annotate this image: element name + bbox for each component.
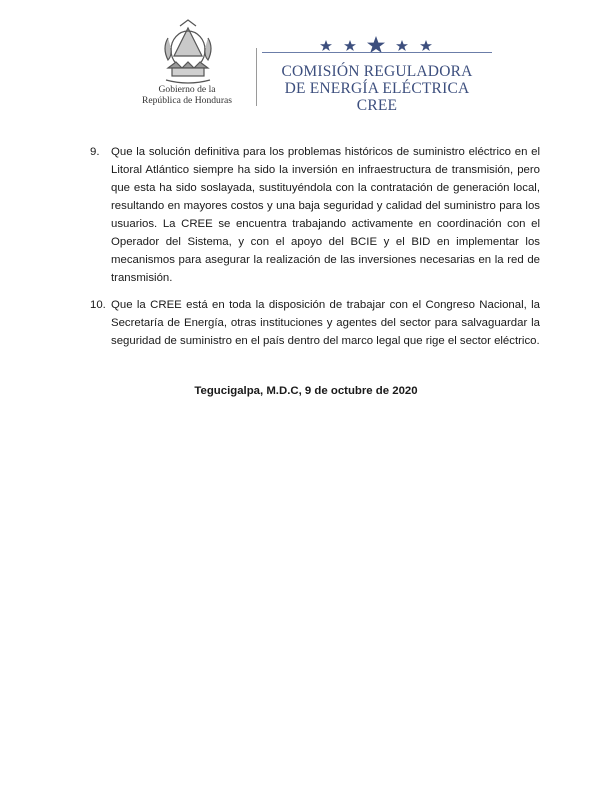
letterhead <box>0 0 612 120</box>
star-icon <box>344 40 356 51</box>
header-rule <box>262 52 492 53</box>
list-item <box>90 296 540 350</box>
star-icon <box>396 40 408 51</box>
stars-row <box>320 36 432 56</box>
list-item-number: 9. <box>90 146 100 158</box>
cree-title-line-2: DE ENERGÍA ELÉCTRICA <box>284 80 470 97</box>
list-item-text: Que la CREE está en toda la disposición de trabajar con el Congreso Nacional, la Secretaría de Energía, otras instituciones y agentes del sector para salvaguardar la seguridad de suministro en el país dentro del marco legal que rige el sector eléctrico. <box>111 299 540 347</box>
closing-date-line: Tegucigalpa, M.D.C, 9 de octubre de 2020 <box>194 385 418 397</box>
star-icon <box>367 36 385 53</box>
header-divider <box>256 48 257 106</box>
star-icon <box>320 40 332 51</box>
document-body <box>90 143 540 350</box>
cree-title <box>262 63 492 114</box>
list-item-text: Que la solución definitiva para los problemas históricos de suministro eléctrico en el Litoral Atlántico siempre ha sido la inversión en infraestructura de transmisión, pero que esta ha sido soslayada, sustituyéndola con la contratación de generación local, resultando en mayores costos y una baja seguridad y calidad del suministro para los usuarios. La CREE se encuentra trabajando activamente en coordinación con el Operador del Sistema, y con el apoyo del BCIE y el BID en implementar los mecanismos para asegurar la realización de las inversiones necesarias en la red de transmisión. <box>111 146 540 284</box>
cree-title-line-1: COMISIÓN REGULADORA <box>281 63 473 80</box>
government-name <box>118 84 256 106</box>
gov-text-line-1: Gobierno de la <box>158 84 216 95</box>
list-item-number: 10. <box>90 299 106 311</box>
cree-title-line-3: CREE <box>356 97 398 114</box>
list-item <box>90 143 540 287</box>
gov-text-line-2: República de Honduras <box>141 95 233 106</box>
honduras-coat-of-arms-icon <box>158 18 218 88</box>
star-icon <box>420 40 432 51</box>
